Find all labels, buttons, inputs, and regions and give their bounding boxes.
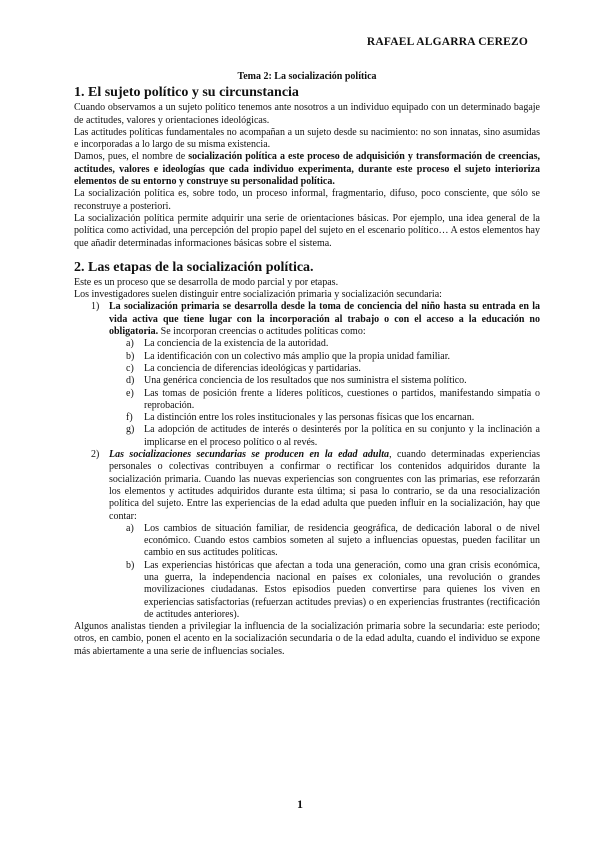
stage-text: , cuando determinadas experiencias personales o colectivas contribuyen a confirmar o rectificar los contenidos adquiridos durante la socialización primaria. Cuando las nuevas experiencias son congruentes con las primarias, ese reforzarán los elementos y actitudes adquiridos durante esta última; si pasa lo contrario, se da una resocialización política del sujeto. Entre las experiencias de la edad adulta que pueden influir en la socialización, hay que contar: [109,449,540,522]
paragraph: Este es un proceso que se desarrolla de modo parcial y por etapas. [74,276,339,288]
sub-text: La distinción entre los roles institucionales y las personas físicas que los encarnan. [144,412,475,424]
document-body [74,71,540,658]
sub-item [109,351,540,363]
sub-text: Las tomas de posición frente a líderes políticos, cuestiones o partidos, manifestando simpatía o reprobación. [144,387,540,411]
sub-letter: c) [126,362,134,374]
stage-bold-text: Las socializaciones secundarias se producen en la edad adulta [109,449,390,461]
sub-letter: b) [126,350,135,362]
primary-sub-list [109,338,540,449]
paragraph: La socialización política es, sobre todo, un proceso informal, fragmentario, difuso, poco consciente, que sólo se reconstruye a posteriori. [74,188,540,212]
sub-text: Las experiencias históricas que afectan a toda una generación, como una gran crisis económica, una guerra, la independencia nacional en países ex coloniales, una revolución o grandes movilizaciones ciudadanas. Estos episodios pueden convertirse para quienes los viven en experiencias satisfactorias (refuerzan actitudes previas) o en experiencias frustrantes (rectificación de actitudes anteriores). [144,559,540,620]
section-2-heading: 2. Las etapas de la socialización política. [74,259,314,275]
stage-bold-text: La socialización primaria se desarrolla desde la toma de conciencia del niño hasta su entrada en la vida activa que tiene lugar con la incorporación al trabajo o con el acceso a la educación no obligatoria. [109,301,540,338]
sub-text: La adopción de actitudes de interés o desinterés por la política en su conjunto y la inclinación a implicarse en el proceso político o al revés. [144,424,540,448]
sub-item [109,424,540,449]
section-1-heading: 1. El sujeto político y su circunstancia [74,85,299,101]
sub-item [109,363,540,375]
sub-item [109,412,540,424]
page-number: 1 [297,797,303,811]
paragraph-text: Damos, pues, el nombre de [74,151,189,163]
list-number: 1) [91,301,100,313]
sub-item [109,523,540,560]
paragraph: Las actitudes políticas fundamentales no acompañan a un sujeto desde su nacimiento: no son innatas, sino asumidas e incorporadas a lo largo de su misma existencia. [74,126,540,151]
definition-bold: socialización política a este proceso de adquisición y transformación de creencias, actitudes, valores e ideologías que cada individuo experimenta, durante este proceso el sujeto interioriza elementos de su entorno y construye su personalidad política. [74,151,540,188]
author-header: RAFAEL ALGARRA CEREZO [366,36,528,48]
sub-item [109,388,540,413]
sub-text: Una genérica conciencia de los resultados que nos suministra el sistema político. [144,375,467,387]
stage-item-primary [74,301,540,449]
stages-list [74,301,540,621]
sub-letter: g) [126,424,135,436]
topic-title: Tema 2: La socialización política [237,71,377,82]
paragraph: Algunos analistas tienden a privilegiar la influencia de la socialización primaria sobre la secundaria: este periodo; otros, en cambio, ponen el acento en la socialización secundaria o de la edad adulta, cuando el individuo se expone más abiertamente a una serie de influencias sociales. [74,621,540,657]
sub-item [109,560,540,621]
sub-item [109,375,540,387]
sub-letter: b) [126,559,135,571]
sub-letter: e) [126,387,134,399]
sub-text: Los cambios de situación familiar, de residencia geográfica, de dedicación laboral o de nivel económico. Cuando estos cambios someten al sujeto a influencias opuestas, pueden facilitar un cambio en sus actitudes políticas. [144,522,540,559]
sub-text: La conciencia de diferencias ideológicas y partidarias. [144,362,361,374]
sub-letter: a) [126,338,134,350]
stage-text: Se incorporan creencias o actitudes políticas como: [158,326,366,338]
paragraph: Cuando observamos a un sujeto político tenemos ante nosotros a un individuo equipado con un determinado bagaje de actitudes, valores y orientaciones ideológicas. [74,102,540,126]
sub-letter: f) [126,412,133,424]
list-number: 2) [91,449,100,461]
paragraph: La socialización política permite adquirir una serie de orientaciones básicas. Por ejemplo, una idea general de la política como actividad, una percepción del propio papel del sujeto en el escenario político… A estos elementos hay que añadir determinadas informaciones básicas sobre el sistema. [74,212,540,249]
paragraph [74,151,540,188]
sub-letter: a) [126,522,134,534]
sub-letter: d) [126,375,135,387]
sub-item [109,338,540,350]
sub-text: La conciencia de la existencia de la autoridad. [144,338,329,350]
paragraph: Los investigadores suelen distinguir entre socialización primaria y socialización secundaria: [74,289,442,301]
sub-text: La identificación con un colectivo más amplio que la propia unidad familiar. [144,350,451,362]
secondary-sub-list [109,523,540,621]
stage-item-secondary [74,449,540,621]
